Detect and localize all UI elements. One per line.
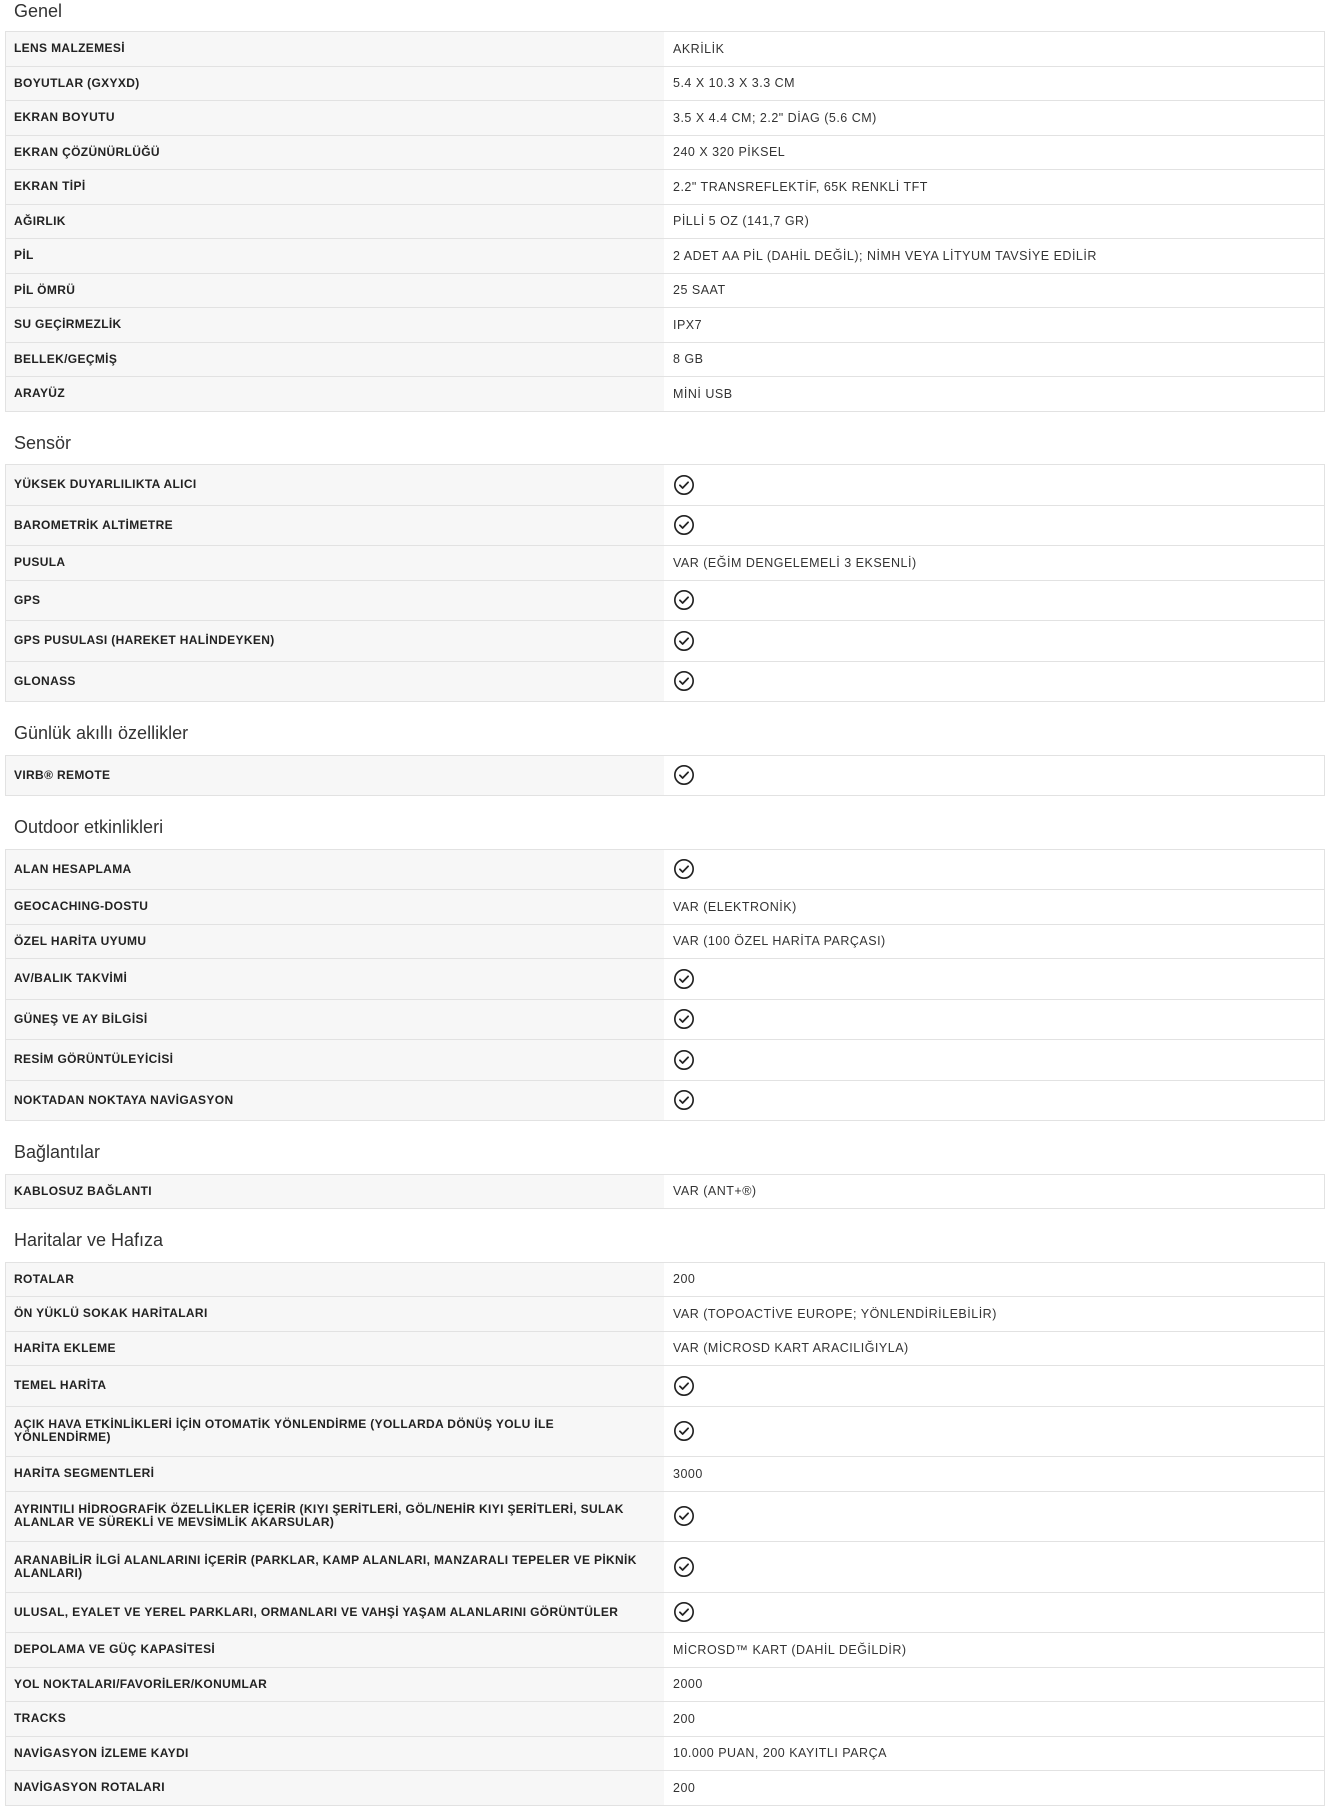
spec-value	[664, 1366, 1324, 1406]
spec-row	[6, 756, 1324, 797]
spec-label: HARİTA EKLEME	[6, 1332, 664, 1366]
check-circle-icon	[673, 589, 695, 611]
spec-row	[6, 377, 1324, 412]
spec-row	[6, 925, 1324, 960]
section-title-outdoor: Outdoor etkinlikleri	[14, 817, 164, 838]
check-circle-icon	[673, 1556, 695, 1578]
check-circle-icon	[673, 1601, 695, 1623]
spec-value: 5.4 X 10.3 X 3.3 CM	[664, 67, 1324, 101]
spec-table-outdoor	[5, 849, 1325, 1122]
spec-value: MİCROSD™ KART (DAHİL DEĞİLDİR)	[664, 1633, 1324, 1667]
spec-value: VAR (TOPOACTİVE EUROPE; YÖNLENDİRİLEBİLİR)	[664, 1297, 1324, 1331]
spec-value	[664, 1000, 1324, 1040]
spec-label: EKRAN BOYUTU	[6, 101, 664, 135]
spec-row	[6, 1081, 1324, 1122]
spec-value: AKRİLİK	[664, 32, 1324, 66]
spec-value	[664, 662, 1324, 702]
spec-value	[664, 1542, 1324, 1592]
spec-label: PUSULA	[6, 546, 664, 580]
spec-value: 200	[664, 1702, 1324, 1736]
spec-row	[6, 1407, 1324, 1458]
spec-row	[6, 1000, 1324, 1041]
spec-row	[6, 1702, 1324, 1737]
spec-value	[664, 1081, 1324, 1121]
spec-value: 200	[664, 1263, 1324, 1297]
spec-value: 10.000 PUAN, 200 KAYITLI PARÇA	[664, 1737, 1324, 1771]
check-circle-icon	[673, 630, 695, 652]
check-circle-icon	[673, 858, 695, 880]
spec-table-sensor	[5, 464, 1325, 702]
spec-row	[6, 1593, 1324, 1634]
spec-label: DEPOLAMA VE GÜÇ KAPASİTESİ	[6, 1633, 664, 1667]
spec-page	[5, 0, 1325, 1806]
spec-value	[664, 850, 1324, 890]
spec-value: 8 GB	[664, 343, 1324, 377]
spec-value: VAR (MİCROSD KART ARACILIĞIYLA)	[664, 1332, 1324, 1366]
spec-value	[664, 1040, 1324, 1080]
spec-row	[6, 959, 1324, 1000]
spec-value: VAR (EĞİM DENGELEMELİ 3 EKSENLİ)	[664, 546, 1324, 580]
spec-row	[6, 546, 1324, 581]
spec-value: 2 ADET AA PİL (DAHİL DEĞİL); NİMH VEYA LİTYUM TAVSİYE EDİLİR	[664, 239, 1324, 273]
spec-row	[6, 1633, 1324, 1668]
check-circle-icon	[673, 764, 695, 786]
spec-label: GEOCACHING-DOSTU	[6, 890, 664, 924]
spec-value	[664, 465, 1324, 505]
spec-label: HARİTA SEGMENTLERİ	[6, 1457, 664, 1491]
spec-label: NAVİGASYON İZLEME KAYDI	[6, 1737, 664, 1771]
spec-value	[664, 959, 1324, 999]
spec-label: EKRAN TİPİ	[6, 170, 664, 204]
spec-row	[6, 1737, 1324, 1772]
spec-row	[6, 1771, 1324, 1806]
spec-value: 3000	[664, 1457, 1324, 1491]
spec-row	[6, 136, 1324, 171]
check-circle-icon	[673, 1375, 695, 1397]
spec-value: 200	[664, 1771, 1324, 1805]
spec-row	[6, 170, 1324, 205]
spec-label: PİL ÖMRÜ	[6, 274, 664, 308]
spec-value: PİLLİ 5 OZ (141,7 GR)	[664, 205, 1324, 239]
section-title-haritalar: Haritalar ve Hafıza	[14, 1230, 164, 1251]
spec-value	[664, 1492, 1324, 1542]
spec-row	[6, 1492, 1324, 1543]
spec-label: ROTALAR	[6, 1263, 664, 1297]
spec-row	[6, 850, 1324, 891]
spec-value	[664, 581, 1324, 621]
check-circle-icon	[673, 1049, 695, 1071]
spec-label: NOKTADAN NOKTAYA NAVİGASYON	[6, 1081, 664, 1121]
spec-row	[6, 274, 1324, 309]
spec-label: RESİM GÖRÜNTÜLEYİCİSİ	[6, 1040, 664, 1080]
spec-row	[6, 239, 1324, 274]
spec-label: YOL NOKTALARI/FAVORİLER/KONUMLAR	[6, 1668, 664, 1702]
spec-row	[6, 1332, 1324, 1367]
spec-value: 3.5 X 4.4 CM; 2.2" DİAG (5.6 CM)	[664, 101, 1324, 135]
spec-row	[6, 1040, 1324, 1081]
spec-value: 2000	[664, 1668, 1324, 1702]
check-circle-icon	[673, 968, 695, 990]
spec-row	[6, 308, 1324, 343]
spec-value: VAR (ELEKTRONİK)	[664, 890, 1324, 924]
spec-label: GPS PUSULASI (HAREKET HALİNDEYKEN)	[6, 621, 664, 661]
spec-label: EKRAN ÇÖZÜNÜRLÜĞÜ	[6, 136, 664, 170]
spec-label: AÇIK HAVA ETKİNLİKLERİ İÇİN OTOMATİK YÖNLENDİRME (YOLLARDA DÖNÜŞ YOLU İLE YÖNLENDİRME)	[6, 1407, 664, 1457]
spec-label: AĞIRLIK	[6, 205, 664, 239]
section-title-baglantilar: Bağlantılar	[14, 1142, 101, 1163]
spec-value: 2.2" TRANSREFLEKTİF, 65K RENKLİ TFT	[664, 170, 1324, 204]
spec-label: GPS	[6, 581, 664, 621]
spec-row	[6, 890, 1324, 925]
spec-row	[6, 621, 1324, 662]
check-circle-icon	[673, 474, 695, 496]
spec-label: KABLOSUZ BAĞLANTI	[6, 1175, 664, 1209]
spec-row	[6, 1366, 1324, 1407]
spec-label: BAROMETRİK ALTİMETRE	[6, 506, 664, 546]
spec-label: ÖZEL HARİTA UYUMU	[6, 925, 664, 959]
check-circle-icon	[673, 1008, 695, 1030]
spec-row	[6, 581, 1324, 622]
spec-label: NAVİGASYON ROTALARI	[6, 1771, 664, 1805]
check-circle-icon	[673, 1089, 695, 1111]
spec-label: LENS MALZEMESİ	[6, 32, 664, 66]
spec-value	[664, 1407, 1324, 1457]
spec-row	[6, 1542, 1324, 1593]
spec-label: ÖN YÜKLÜ SOKAK HARİTALARI	[6, 1297, 664, 1331]
spec-label: ARAYÜZ	[6, 377, 664, 411]
spec-table-haritalar	[5, 1262, 1325, 1806]
spec-label: BOYUTLAR (GXYXD)	[6, 67, 664, 101]
spec-label: TEMEL HARİTA	[6, 1366, 664, 1406]
spec-label: BELLEK/GEÇMİŞ	[6, 343, 664, 377]
spec-value: MİNİ USB	[664, 377, 1324, 411]
spec-label: AYRINTILI HİDROGRAFİK ÖZELLİKLER İÇERİR (KIYI ŞERİTLERİ, GÖL/NEHİR KIYI ŞERİTLERİ, SULAK ALANLAR VE SÜREKLİ VE MEVSİMLİK AKARSULAR)	[6, 1492, 664, 1542]
spec-row	[6, 1668, 1324, 1703]
spec-row	[6, 343, 1324, 378]
spec-label: YÜKSEK DUYARLILIKTA ALICI	[6, 465, 664, 505]
spec-value: 240 X 320 PİKSEL	[664, 136, 1324, 170]
spec-value: VAR (100 ÖZEL HARİTA PARÇASI)	[664, 925, 1324, 959]
spec-value	[664, 506, 1324, 546]
spec-value	[664, 756, 1324, 796]
spec-label: VIRB® REMOTE	[6, 756, 664, 796]
section-title-sensor: Sensör	[14, 432, 72, 453]
spec-label: PİL	[6, 239, 664, 273]
spec-row	[6, 465, 1324, 506]
spec-label: ARANABİLİR İLGİ ALANLARINI İÇERİR (PARKLAR, KAMP ALANLARI, MANZARALI TEPELER VE PİKNİK ALANLARI)	[6, 1542, 664, 1592]
section-title-genel: Genel	[14, 1, 63, 21]
spec-table-gunluk	[5, 755, 1325, 797]
spec-value	[664, 621, 1324, 661]
spec-label: TRACKS	[6, 1702, 664, 1736]
section-title-gunluk: Günlük akıllı özellikler	[14, 723, 189, 744]
spec-label: SU GEÇİRMEZLİK	[6, 308, 664, 342]
spec-row	[6, 1263, 1324, 1298]
spec-label: AV/BALIK TAKVİMİ	[6, 959, 664, 999]
spec-row	[6, 32, 1324, 67]
spec-row	[6, 662, 1324, 703]
spec-row	[6, 1297, 1324, 1332]
spec-row	[6, 506, 1324, 547]
spec-table-baglantilar	[5, 1174, 1325, 1210]
spec-label: GLONASS	[6, 662, 664, 702]
spec-row	[6, 67, 1324, 102]
spec-table-genel	[5, 31, 1325, 412]
spec-row	[6, 205, 1324, 240]
spec-row	[6, 1175, 1324, 1210]
spec-value: 25 SAAT	[664, 274, 1324, 308]
check-circle-icon	[673, 514, 695, 536]
check-circle-icon	[673, 1420, 695, 1442]
spec-label: GÜNEŞ VE AY BİLGİSİ	[6, 1000, 664, 1040]
spec-value	[664, 1593, 1324, 1633]
check-circle-icon	[673, 670, 695, 692]
check-circle-icon	[673, 1505, 695, 1527]
spec-row	[6, 1457, 1324, 1492]
spec-value: VAR (ANT+®)	[664, 1175, 1324, 1209]
spec-row	[6, 101, 1324, 136]
spec-label: ALAN HESAPLAMA	[6, 850, 664, 890]
spec-label: ULUSAL, EYALET VE YEREL PARKLARI, ORMANLARI VE VAHŞİ YAŞAM ALANLARINI GÖRÜNTÜLER	[6, 1593, 664, 1633]
spec-value: IPX7	[664, 308, 1324, 342]
